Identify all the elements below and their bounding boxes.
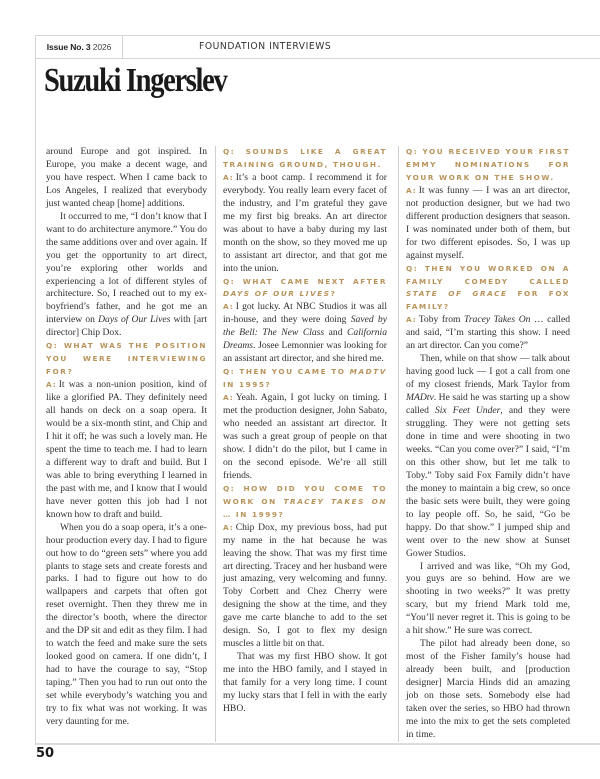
answer-label: A:	[223, 393, 234, 403]
question-heading: Q: WHAT WAS THE POSITION YOU WERE INTERVIEWING FOR?	[46, 341, 207, 377]
answer-paragraph: A: It was a non-union position, kind of like a glorified PA. They definitely need all hands on deck on a soap opera. It would be a six-month stint, and Chip and I hit it off; he was such a lovely man. He spent the time to teach me. I had to learn a different way to draft and build. But I was able to bring everything I learned in the past with me, and I know that I would have never gotten this job had I not known how to draft and build.	[46, 379, 207, 520]
paragraph: Then, while on that show — talk about having good luck — I got a call from one of my closest friends, Mark Taylor from MADtv. He said he was starting up a show called Six Feet Under, and they were struggling. They were not getting sets done in time and were shooting in two weeks. “Can you come over?” I said, “I’m on this other show, but let me talk to Toby.” Toby said Fox Family didn’t have the money to maintain a big crew, so once the basic sets were built, they were going to lay people off. So, he said, “Go be happy. Do that show.” I jumped ship and went over to the new show at Sunset Gower Studios.	[406, 353, 570, 559]
answer-paragraph: A: It was funny — I was an art director, not production designer, but we had two different production designers that season. I was nominated under both of them, but for two different episodes. So, I was up against myself.	[406, 184, 570, 261]
answer-paragraph: A: I got lucky. At NBC Studios it was all in-house, and they were doing Saved by the Bell: The New Class and California Dreams. Josee Lemonnier was looking for an assistant art director, and she hired me.	[223, 301, 387, 365]
paragraph: That was my first HBO show. It got me into the HBO family, and I stayed in that family for a very long time. I count my lucky stars that I fell in with the early HBO.	[223, 651, 387, 714]
issue-year: 2026	[92, 42, 112, 52]
paragraph: It occurred to me, “I don’t know that I want to do architecture anymore.” You do the same additions over and over again. If you get the opportunity to art direct, you’re exploring other worlds and experiencing a lot of different styles of architecture. So, I reached out to my ex-boyfriend’s father, and he got me an interview on Days of Our Lives with [art director] Chip Dox.	[46, 210, 208, 339]
paragraph: around Europe and got inspired. In Europe, you make a decent wage, and you have respect. When I came back to Los Angeles, I realized that everybody just wanted cheap [home] additions.	[46, 146, 207, 209]
text-column-1	[46, 146, 207, 729]
answer-label: A:	[223, 522, 234, 532]
running-header	[36, 36, 600, 59]
answer-label: A:	[223, 302, 234, 312]
column-divider	[215, 146, 216, 742]
page-frame	[35, 35, 600, 745]
show-title: Tracey Takes On	[464, 314, 531, 326]
issue-number: Issue No. 3	[46, 42, 91, 52]
question-heading: Q: YOU RECEIVED YOUR FIRST EMMY NOMINATIONS FOR YOUR WORK ON THE SHOW.	[406, 147, 570, 182]
question-heading: Q: THEN YOU CAME TO MADTV IN 1995?	[223, 367, 387, 390]
issue-label	[36, 36, 123, 58]
show-title: Six Feet Under	[434, 405, 501, 417]
question-heading: Q: HOW DID YOU COME TO WORK ON TRACEY TAKES ON … IN 1999?	[223, 483, 387, 519]
answer-label: A:	[406, 185, 417, 195]
paragraph: I arrived and was like, “Oh my God, you guys are so behind. How are we shooting in two weeks?” It was pretty scary, but my friend Mark told me, “You’ll never regret it. This is going to be a hit show.” He sure was correct.	[406, 560, 570, 637]
question-heading: Q: THEN YOU WORKED ON A FAMILY COMEDY CALLED STATE OF GRACE FOR FOX FAMILY?	[406, 263, 571, 312]
show-title: Days of Our Lives	[98, 314, 171, 326]
answer-paragraph: A: It’s a boot camp. I recommend it for everybody. You really learn every facet of the industry, and I’m grateful they gave me my first big breaks. An art director was about to have a baby during my last month on the show, so they moved me up to assistant art director, and that got me into the union.	[223, 171, 387, 274]
show-title: California Dreams	[223, 327, 387, 352]
paragraph: When you do a soap opera, it’s a one-hour production every day. I had to figure out how to do “green sets” where you add plants to stage sets and create forests and parks. I had to figure out how to do wallpapers and carpets that often got reset overnight. Then they threw me in the director’s booth, where the director and the DP sit and edit as they film. I had to watch the feed and make sure the sets looked good on camera. If one didn’t, I had to have the courage to say, “Stop taping.” Then you had to run out onto the set while everybody’s watching you and try to fix what was not working. It was very daunting for me.	[46, 521, 207, 727]
page-number: 50	[36, 746, 55, 761]
show-title: Saved by the Bell: The New Class	[223, 314, 387, 339]
show-title: TRACEY TAKES ON	[283, 496, 387, 506]
show-title: STATE OF GRACE	[406, 289, 508, 299]
article-title: Suzuki Ingerslev	[44, 62, 227, 99]
column-divider	[398, 146, 399, 742]
answer-label: A:	[46, 380, 57, 390]
question-heading: Q: WHAT CAME NEXT AFTER DAYS OF OUR LIVES?	[223, 276, 387, 299]
answer-paragraph: A: Yeah. Again, I got lucky on timing. I met the production designer, John Sabato, who needed an assistant art director. It was such a great group of people on that show. I didn’t do the pilot, but I came in on the second episode. We’re all still friends.	[223, 392, 387, 481]
answer-paragraph: A: Chip Dox, my previous boss, had put my name in the hat because he was leaving the show. That was my first time art directing. Tracey and her husband were just amazing, very welcoming and funny. Toby Corbett and Chez Cherry were designing the show at the time, and they gave me carte blanche to add to the set design. So, I got to flex my design muscles a little bit on that.	[223, 521, 387, 650]
answer-paragraph: A: Toby from Tracey Takes On … called and said, “I’m starting this show. I need an art director. Can you come?”	[406, 314, 571, 352]
show-title: DAYS OF OUR LIVES	[223, 289, 331, 299]
section-title: FOUNDATION INTERVIEWS	[199, 41, 332, 52]
answer-label: A:	[406, 315, 417, 325]
answer-label: A:	[223, 172, 234, 182]
show-title: MADTV	[349, 367, 387, 377]
question-heading: Q: SOUNDS LIKE A GREAT TRAINING GROUND, THOUGH.	[223, 147, 387, 169]
show-title: MADtv	[406, 392, 434, 404]
text-column-3	[406, 146, 570, 742]
paragraph: The pilot had already been done, so most of the Fisher family’s house had already been built, and [production designer] Marcia Hinds did an amazing job on those sets. Somebody else had taken over the series, so HBO had thrown me into the mix to get the sets completed in time.	[406, 638, 570, 740]
text-column-2	[223, 146, 387, 716]
